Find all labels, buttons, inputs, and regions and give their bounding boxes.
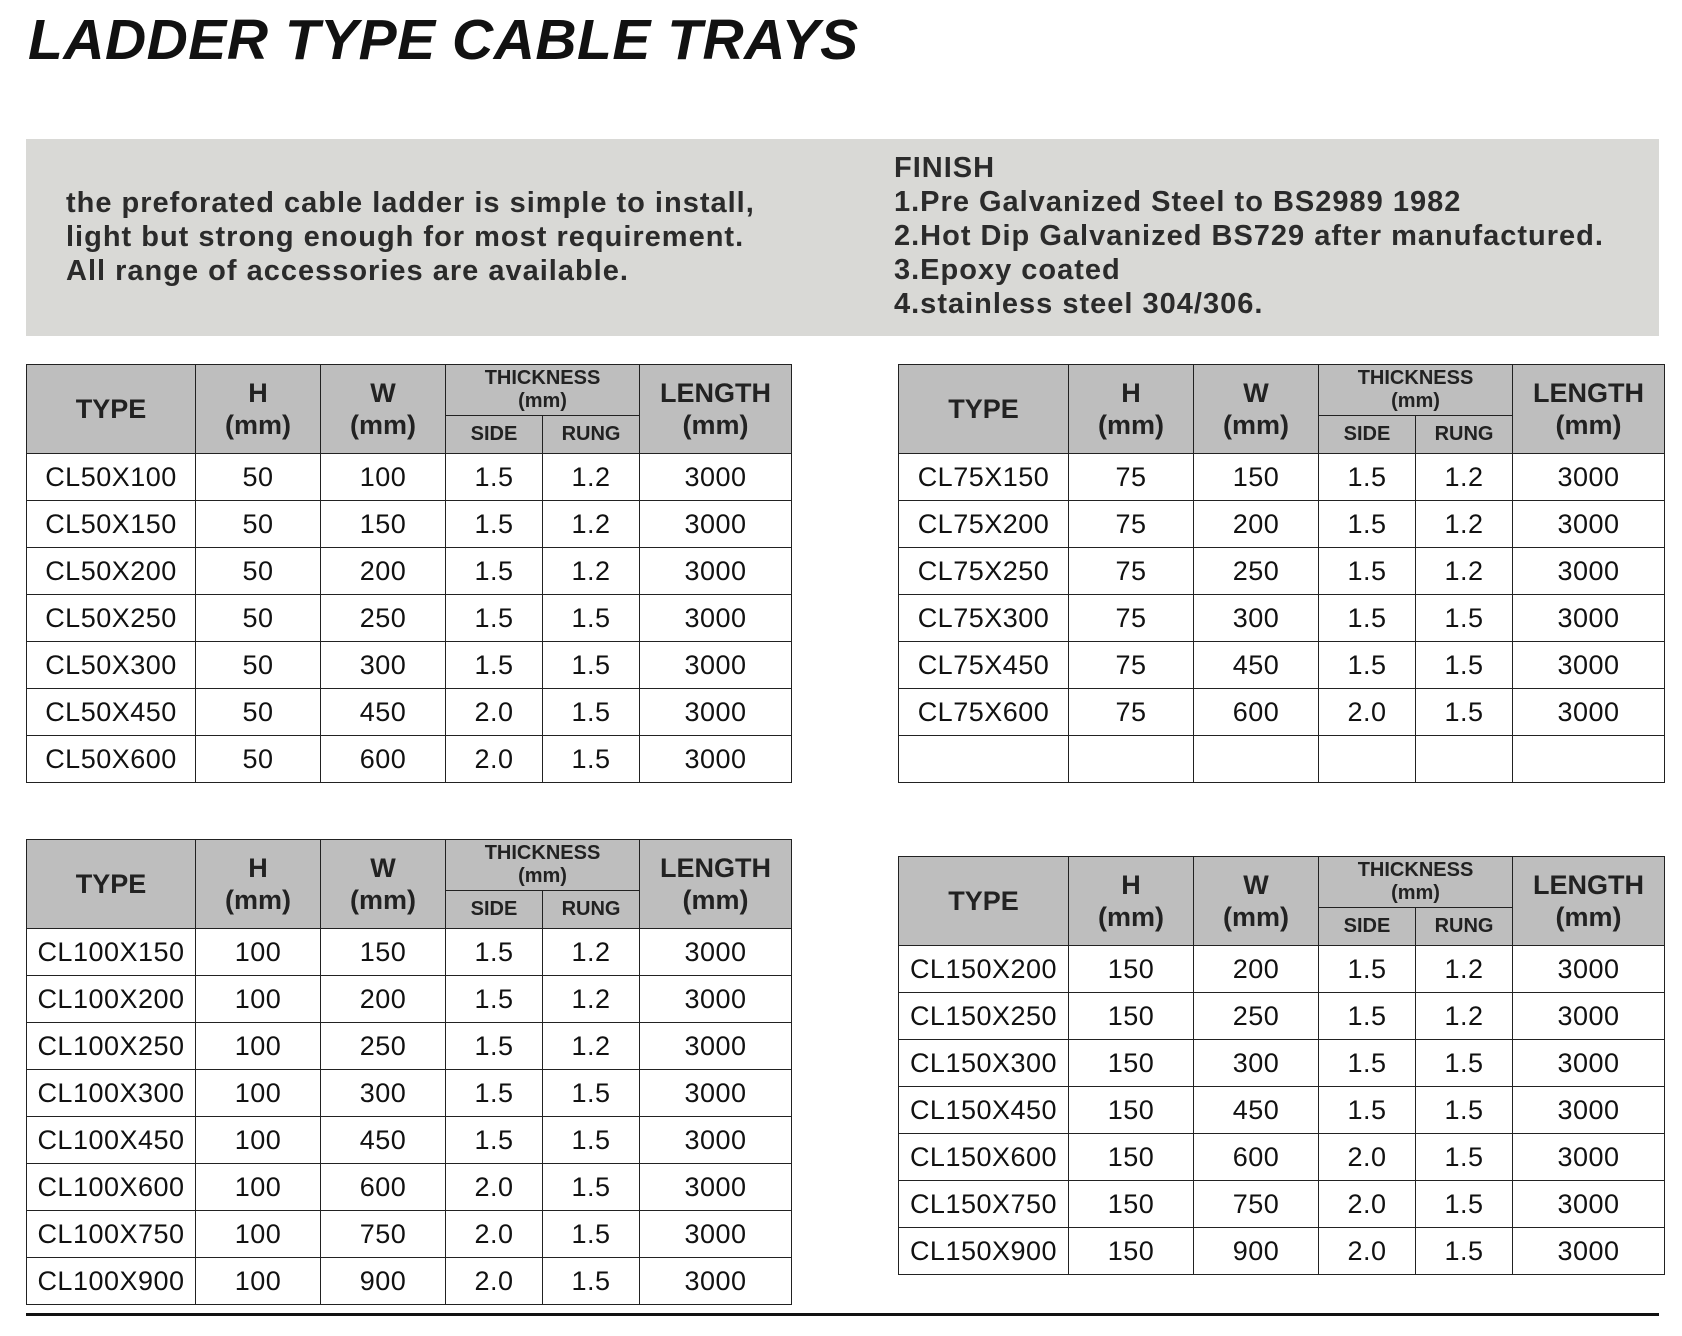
cell-rung (1416, 736, 1513, 783)
header-length: LENGTH (mm) (640, 840, 792, 929)
cell-w: 200 (321, 976, 446, 1023)
cell-w: 600 (1194, 1134, 1319, 1181)
cell-length: 3000 (1513, 1181, 1665, 1228)
intro-line: light but strong enough for most requirement. (66, 221, 745, 253)
cell-length: 3000 (640, 1023, 792, 1070)
cell-length: 3000 (640, 1211, 792, 1258)
cell-w: 300 (321, 642, 446, 689)
header-thickness: THICKNESS (mm) (1319, 857, 1513, 908)
cell-type: CL50X600 (27, 736, 196, 783)
cell-type: CL75X450 (899, 642, 1069, 689)
cell-side: 2.0 (446, 736, 543, 783)
intro-line: All range of accessories are available. (66, 255, 629, 287)
cell-length: 3000 (1513, 1228, 1665, 1275)
info-box (26, 139, 1659, 336)
cell-h: 75 (1069, 642, 1194, 689)
cell-side: 1.5 (1319, 501, 1416, 548)
cell-side: 2.0 (1319, 1134, 1416, 1181)
table-row (27, 1023, 792, 1070)
cell-rung: 1.2 (543, 929, 640, 976)
cell-type: CL100X200 (27, 976, 196, 1023)
cell-side: 1.5 (1319, 946, 1416, 993)
cell-type: CL150X600 (899, 1134, 1069, 1181)
finish-list (894, 151, 1604, 321)
cell-h: 100 (196, 976, 321, 1023)
finish-heading: FINISH (894, 152, 996, 184)
table-row (899, 946, 1665, 993)
cell-h: 100 (196, 1258, 321, 1305)
cell-h: 100 (196, 1117, 321, 1164)
cell-h: 50 (196, 736, 321, 783)
cell-type: CL100X250 (27, 1023, 196, 1070)
table-row (27, 454, 792, 501)
spec-table-cl50 (26, 364, 792, 783)
header-w: W (mm) (1194, 365, 1319, 454)
cell-rung: 1.5 (1416, 1134, 1513, 1181)
cell-w: 300 (321, 1070, 446, 1117)
header-thickness: THICKNESS (mm) (446, 365, 640, 416)
cell-type: CL75X150 (899, 454, 1069, 501)
cell-length: 3000 (640, 929, 792, 976)
cell-type: CL100X900 (27, 1258, 196, 1305)
header-rung: RUNG (543, 416, 640, 454)
cell-w: 900 (321, 1258, 446, 1305)
intro-text (66, 186, 755, 288)
cell-length: 3000 (640, 501, 792, 548)
header-thickness: THICKNESS (mm) (446, 840, 640, 891)
cell-length: 3000 (640, 976, 792, 1023)
table-row (27, 929, 792, 976)
cell-side: 1.5 (446, 501, 543, 548)
cell-side: 2.0 (1319, 1181, 1416, 1228)
cell-side: 1.5 (1319, 595, 1416, 642)
cell-type: CL50X250 (27, 595, 196, 642)
cell-h: 50 (196, 689, 321, 736)
cell-h: 150 (1069, 1087, 1194, 1134)
cell-w: 450 (321, 689, 446, 736)
cell-rung: 1.5 (1416, 1228, 1513, 1275)
cell-length: 3000 (1513, 595, 1665, 642)
cell-length: 3000 (640, 736, 792, 783)
header-rung: RUNG (1416, 908, 1513, 946)
table-row (899, 501, 1665, 548)
cell-length: 3000 (640, 1258, 792, 1305)
cell-length: 3000 (1513, 642, 1665, 689)
cell-h: 100 (196, 929, 321, 976)
header-w: W (mm) (1194, 857, 1319, 946)
header-side: SIDE (446, 416, 543, 454)
cell-side: 2.0 (446, 689, 543, 736)
header-w: W (mm) (321, 840, 446, 929)
header-rung: RUNG (543, 891, 640, 929)
cell-w: 250 (1194, 993, 1319, 1040)
cell-h: 150 (1069, 1134, 1194, 1181)
cell-rung: 1.2 (1416, 548, 1513, 595)
cell-w: 750 (1194, 1181, 1319, 1228)
cell-rung: 1.2 (1416, 993, 1513, 1040)
table-body (27, 454, 792, 783)
cell-length: 3000 (640, 642, 792, 689)
table-row (27, 595, 792, 642)
header-w: W (mm) (321, 365, 446, 454)
header-side: SIDE (1319, 416, 1416, 454)
cell-w (1194, 736, 1319, 783)
cell-w: 250 (321, 1023, 446, 1070)
cell-w: 450 (1194, 642, 1319, 689)
header-length: LENGTH (mm) (1513, 365, 1665, 454)
table-row (27, 1164, 792, 1211)
cell-w: 100 (321, 454, 446, 501)
cell-length: 3000 (640, 548, 792, 595)
cell-type: CL50X100 (27, 454, 196, 501)
cell-length: 3000 (640, 1117, 792, 1164)
cell-type: CL100X750 (27, 1211, 196, 1258)
page-title: LADDER TYPE CABLE TRAYS (28, 8, 859, 72)
cell-w: 300 (1194, 1040, 1319, 1087)
table-row (899, 1228, 1665, 1275)
cell-length: 3000 (640, 1070, 792, 1117)
header-length: LENGTH (mm) (640, 365, 792, 454)
cell-rung: 1.5 (543, 1070, 640, 1117)
cell-h: 100 (196, 1211, 321, 1258)
cell-rung: 1.5 (543, 736, 640, 783)
cell-side: 1.5 (1319, 642, 1416, 689)
table-row (899, 1087, 1665, 1134)
cell-side: 1.5 (446, 454, 543, 501)
cell-w: 600 (1194, 689, 1319, 736)
table-row (899, 548, 1665, 595)
cell-rung: 1.5 (1416, 689, 1513, 736)
cell-length: 3000 (1513, 1040, 1665, 1087)
cell-h: 100 (196, 1023, 321, 1070)
cell-side: 1.5 (446, 548, 543, 595)
cell-length: 3000 (640, 1164, 792, 1211)
header-length: LENGTH (mm) (1513, 857, 1665, 946)
cell-type: CL100X450 (27, 1117, 196, 1164)
cell-side (1319, 736, 1416, 783)
cell-h: 50 (196, 595, 321, 642)
cell-rung: 1.2 (543, 548, 640, 595)
table-body (899, 946, 1665, 1275)
cell-rung: 1.5 (543, 642, 640, 689)
header-type: TYPE (27, 365, 196, 454)
cell-h: 50 (196, 642, 321, 689)
cell-w: 900 (1194, 1228, 1319, 1275)
header-h: H (mm) (196, 365, 321, 454)
cell-side: 1.5 (1319, 548, 1416, 595)
cell-h: 75 (1069, 595, 1194, 642)
table-body (899, 454, 1665, 783)
cell-w: 200 (1194, 946, 1319, 993)
table-row (27, 736, 792, 783)
cell-rung: 1.5 (543, 689, 640, 736)
header-side: SIDE (1319, 908, 1416, 946)
cell-rung: 1.2 (1416, 501, 1513, 548)
cell-type: CL150X300 (899, 1040, 1069, 1087)
spec-table-cl150 (898, 856, 1665, 1275)
cell-type: CL150X750 (899, 1181, 1069, 1228)
header-h: H (mm) (1069, 365, 1194, 454)
header-h: H (mm) (1069, 857, 1194, 946)
cell-rung: 1.2 (1416, 946, 1513, 993)
cell-rung: 1.2 (543, 976, 640, 1023)
cell-h: 150 (1069, 1228, 1194, 1275)
table-row (27, 1070, 792, 1117)
finish-item: 2.Hot Dip Galvanized BS729 after manufactured. (894, 220, 1604, 252)
cell-rung: 1.5 (543, 595, 640, 642)
table-row (899, 1181, 1665, 1228)
cell-type: CL150X200 (899, 946, 1069, 993)
spec-table-cl75 (898, 364, 1665, 783)
cell-w: 450 (1194, 1087, 1319, 1134)
intro-line: the preforated cable ladder is simple to install, (66, 187, 755, 219)
header-thickness: THICKNESS (mm) (1319, 365, 1513, 416)
cell-w: 450 (321, 1117, 446, 1164)
cell-side: 1.5 (446, 1117, 543, 1164)
cell-w: 600 (321, 736, 446, 783)
cell-rung: 1.5 (543, 1117, 640, 1164)
cell-side: 2.0 (446, 1211, 543, 1258)
cell-length: 3000 (1513, 501, 1665, 548)
finish-item: 4.stainless steel 304/306. (894, 288, 1264, 320)
header-h: H (mm) (196, 840, 321, 929)
cell-rung: 1.5 (1416, 595, 1513, 642)
cell-side: 1.5 (446, 1023, 543, 1070)
cell-side: 2.0 (1319, 689, 1416, 736)
cell-length: 3000 (1513, 689, 1665, 736)
cell-w: 150 (321, 501, 446, 548)
cell-w: 600 (321, 1164, 446, 1211)
cell-h (1069, 736, 1194, 783)
cell-h: 100 (196, 1164, 321, 1211)
header-rung: RUNG (1416, 416, 1513, 454)
table-row (899, 1134, 1665, 1181)
cell-type: CL150X900 (899, 1228, 1069, 1275)
header-side: SIDE (446, 891, 543, 929)
cell-w: 250 (1194, 548, 1319, 595)
cell-side: 2.0 (446, 1258, 543, 1305)
cell-side: 1.5 (446, 595, 543, 642)
cell-type (899, 736, 1069, 783)
cell-side: 1.5 (446, 976, 543, 1023)
bottom-divider (26, 1313, 1659, 1316)
cell-length: 3000 (1513, 1087, 1665, 1134)
cell-h: 75 (1069, 548, 1194, 595)
header-type: TYPE (27, 840, 196, 929)
header-type: TYPE (899, 857, 1069, 946)
cell-length: 3000 (1513, 1134, 1665, 1181)
cell-length: 3000 (1513, 993, 1665, 1040)
table-row (27, 1211, 792, 1258)
cell-side: 1.5 (1319, 1040, 1416, 1087)
cell-type: CL50X450 (27, 689, 196, 736)
cell-rung: 1.2 (543, 501, 640, 548)
cell-w: 200 (1194, 501, 1319, 548)
table-row (27, 689, 792, 736)
cell-type: CL75X200 (899, 501, 1069, 548)
cell-rung: 1.5 (1416, 642, 1513, 689)
cell-type: CL150X250 (899, 993, 1069, 1040)
table-row (899, 454, 1665, 501)
cell-type: CL100X300 (27, 1070, 196, 1117)
cell-w: 300 (1194, 595, 1319, 642)
cell-length: 3000 (1513, 946, 1665, 993)
cell-h: 75 (1069, 501, 1194, 548)
table-row (899, 1040, 1665, 1087)
cell-type: CL100X600 (27, 1164, 196, 1211)
cell-side: 2.0 (446, 1164, 543, 1211)
cell-length: 3000 (640, 595, 792, 642)
cell-rung: 1.2 (543, 454, 640, 501)
table-row (899, 642, 1665, 689)
cell-rung: 1.5 (1416, 1040, 1513, 1087)
finish-item: 3.Epoxy coated (894, 254, 1121, 286)
cell-w: 250 (321, 595, 446, 642)
cell-h: 50 (196, 454, 321, 501)
table-row (27, 1117, 792, 1164)
cell-rung: 1.2 (1416, 454, 1513, 501)
cell-side: 1.5 (446, 642, 543, 689)
cell-type: CL50X300 (27, 642, 196, 689)
cell-length (1513, 736, 1665, 783)
cell-length: 3000 (1513, 454, 1665, 501)
spec-table-cl100 (26, 839, 792, 1305)
cell-side: 1.5 (1319, 1087, 1416, 1134)
table-row (899, 736, 1665, 783)
header-type: TYPE (899, 365, 1069, 454)
cell-h: 150 (1069, 1181, 1194, 1228)
cell-side: 1.5 (446, 1070, 543, 1117)
cell-type: CL50X200 (27, 548, 196, 595)
cell-rung: 1.5 (543, 1211, 640, 1258)
cell-side: 2.0 (1319, 1228, 1416, 1275)
cell-side: 1.5 (446, 929, 543, 976)
cell-length: 3000 (1513, 548, 1665, 595)
table-row (27, 976, 792, 1023)
cell-side: 1.5 (1319, 454, 1416, 501)
cell-rung: 1.5 (1416, 1087, 1513, 1134)
cell-h: 50 (196, 501, 321, 548)
table-row (27, 501, 792, 548)
cell-w: 150 (1194, 454, 1319, 501)
cell-h: 100 (196, 1070, 321, 1117)
cell-w: 200 (321, 548, 446, 595)
table-row (27, 548, 792, 595)
table-row (27, 642, 792, 689)
cell-h: 150 (1069, 993, 1194, 1040)
cell-type: CL75X300 (899, 595, 1069, 642)
cell-h: 75 (1069, 454, 1194, 501)
cell-type: CL75X250 (899, 548, 1069, 595)
table-row (899, 689, 1665, 736)
table-body (27, 929, 792, 1305)
cell-rung: 1.5 (543, 1258, 640, 1305)
cell-length: 3000 (640, 689, 792, 736)
cell-side: 1.5 (1319, 993, 1416, 1040)
cell-h: 75 (1069, 689, 1194, 736)
cell-type: CL75X600 (899, 689, 1069, 736)
table-row (27, 1258, 792, 1305)
cell-type: CL100X150 (27, 929, 196, 976)
cell-length: 3000 (640, 454, 792, 501)
cell-w: 150 (321, 929, 446, 976)
table-row (899, 993, 1665, 1040)
finish-item: 1.Pre Galvanized Steel to BS2989 1982 (894, 186, 1462, 218)
table-row (899, 595, 1665, 642)
cell-rung: 1.2 (543, 1023, 640, 1070)
cell-rung: 1.5 (1416, 1181, 1513, 1228)
cell-h: 150 (1069, 1040, 1194, 1087)
cell-type: CL50X150 (27, 501, 196, 548)
cell-type: CL150X450 (899, 1087, 1069, 1134)
cell-h: 150 (1069, 946, 1194, 993)
cell-w: 750 (321, 1211, 446, 1258)
cell-h: 50 (196, 548, 321, 595)
cell-rung: 1.5 (543, 1164, 640, 1211)
